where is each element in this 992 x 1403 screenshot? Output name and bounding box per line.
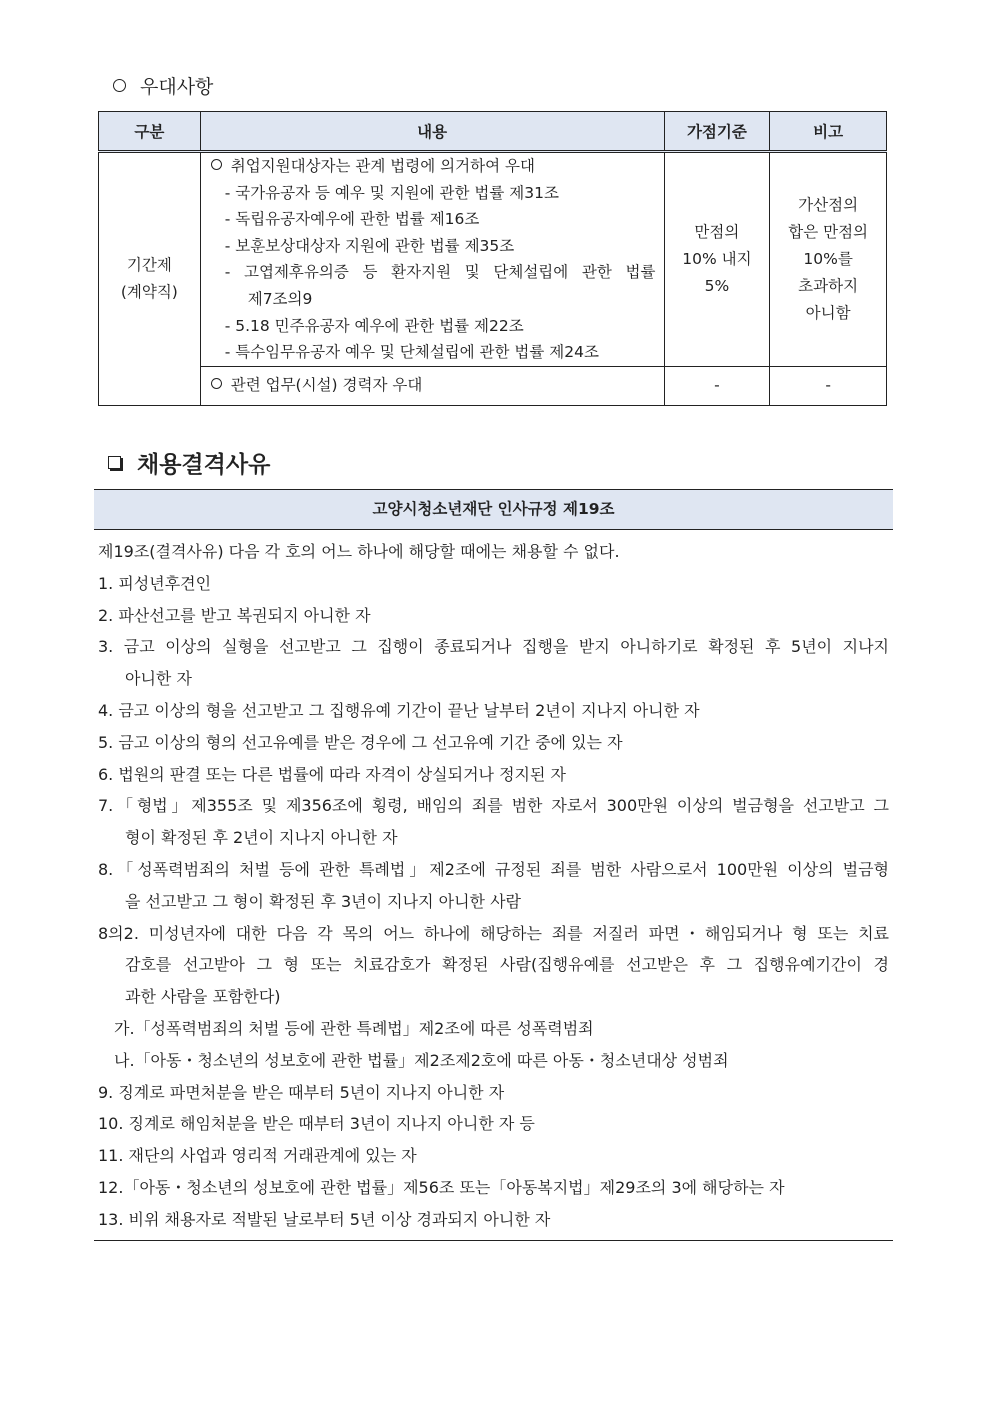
circle-bullet-icon — [211, 159, 222, 170]
list-item: 과한 사람을 포함한다) — [125, 987, 281, 1007]
note-line: 10%를 — [803, 249, 853, 268]
list-item: 2. 파산선고를 받고 복권되지 아니한 자 — [98, 605, 371, 625]
list-item: 제19조(결격사유) 다음 각 호의 어느 하나에 해당할 때에는 채용할 수 없다. — [98, 542, 620, 561]
square-bullet-icon — [108, 456, 121, 469]
list-item: 8.「성폭력범죄의 처벌 등에 관한 특례법」제2조에 규정된 죄를 범한 사람으로서 100만원 이상의 벌금형 — [98, 859, 889, 879]
section-disqualification-title-text: 채용결격사유 — [137, 452, 271, 478]
list-item: 1. 피성년후견인 — [98, 573, 212, 593]
list-item: 5. 금고 이상의 형의 선고유예를 받은 경우에 그 선고유예 기간 중에 있는 자 — [98, 732, 623, 752]
note-line: 가산점의 — [798, 195, 859, 214]
category-cell — [99, 152, 201, 406]
criteria-cell — [664, 152, 770, 367]
list-item: 형이 확정된 후 2년이 지나지 아니한 자 — [125, 828, 398, 848]
criteria-cell: - — [664, 366, 770, 405]
regulation-title: 고양시청소년재단 인사규정 제19조 — [94, 489, 893, 530]
content-line: - 고엽제후유의증 등 환자지원 및 단체설립에 관한 법률 — [224, 263, 656, 282]
header-category: 구분 — [99, 112, 201, 152]
list-item: 아니한 자 — [125, 669, 192, 689]
list-item: 4. 금고 이상의 형을 선고받고 그 집행유예 기간이 끝난 날부터 2년이 지나지 아니한 자 — [98, 700, 700, 720]
category-line: 기간제 — [126, 255, 172, 274]
note-cell — [770, 152, 887, 367]
list-item: 11. 재단의 사업과 영리적 거래관계에 있는 자 — [98, 1146, 417, 1166]
list-item: 12.「아동・청소년의 성보호에 관한 법률」제56조 또는「아동복지법」제29조의 3에 해당하는 자 — [98, 1177, 785, 1197]
content-line: 관련 업무(시설) 경력자 우대 — [211, 372, 656, 399]
header-criteria: 가점기준 — [664, 112, 770, 152]
list-item: 가.「성폭력범죄의 처벌 등에 관한 특례법」제2조에 따른 성폭력범죄 — [114, 1018, 594, 1038]
list-item: 9. 징계로 파면처분을 받은 때부터 5년이 지나지 아니한 자 — [98, 1082, 505, 1102]
header-note: 비고 — [770, 112, 887, 152]
content-cell — [200, 366, 664, 405]
content-line: - 보훈보상대상자 지원에 관한 법률 제35조 — [224, 236, 515, 255]
section-preference-title-text: 우대사항 — [140, 76, 214, 98]
content-cell — [200, 152, 664, 367]
list-item: 7.「형법」제355조 및 제356조에 횡령, 배임의 죄를 범한 자로서 300만원 이상의 벌금형을 선고받고 그 — [98, 796, 889, 816]
category-line: (계약직) — [120, 282, 178, 301]
note-line: 합은 만점의 — [788, 222, 869, 241]
list-item: 감호를 선고받아 그 형 또는 치료감호가 확정된 사람(집행유예를 선고받은 후 그 집행유예기간이 경 — [125, 955, 889, 975]
section-preference-title — [113, 72, 213, 99]
content-line: - 5.18 민주유공자 예우에 관한 법률 제22조 — [224, 316, 524, 335]
section-disqualification-title — [108, 446, 270, 479]
criteria-line: 10% 내지 — [682, 249, 752, 268]
regulation-body — [94, 536, 893, 1236]
list-item: 을 선고받고 그 형이 확정된 후 3년이 지나지 아니한 사람 — [125, 891, 521, 911]
list-item: 10. 징계로 해임처분을 받은 때부터 3년이 지나지 아니한 자 등 — [98, 1114, 535, 1134]
regulation-bottom-rule — [94, 1240, 893, 1241]
list-item: 나.「아동・청소년의 성보호에 관한 법률」제2조제2호에 따른 아동・청소년대상 성범죄 — [114, 1050, 729, 1070]
list-item: 8의2. 미성년자에 대한 다음 각 목의 어느 하나에 해당하는 죄를 저질러 파면・해임되거나 형 또는 치료 — [98, 923, 889, 943]
circle-bullet-icon — [211, 378, 222, 389]
header-content: 내용 — [200, 112, 664, 152]
content-line: 취업지원대상자는 관계 법령에 의거하여 우대 — [211, 153, 656, 180]
content-line: - 독립유공자예우에 관한 법률 제16조 — [224, 210, 480, 229]
table-row — [99, 366, 887, 405]
content-line: - 특수임무유공자 예우 및 단체설립에 관한 법률 제24조 — [224, 343, 599, 362]
content-line: - 국가유공자 등 예우 및 지원에 관한 법률 제31조 — [224, 183, 559, 202]
note-line: 아니함 — [805, 303, 851, 322]
list-item: 13. 비위 채용자로 적발된 날로부터 5년 이상 경과되지 아니한 자 — [98, 1209, 551, 1229]
note-cell: - — [770, 366, 887, 405]
content-line: 제7조의9 — [247, 289, 313, 308]
list-item: 6. 법원의 판결 또는 다른 법률에 따라 자격이 상실되거나 정지된 자 — [98, 764, 566, 784]
preference-table — [98, 111, 887, 406]
list-item: 3. 금고 이상의 실형을 선고받고 그 집행이 종료되거나 집행을 받지 아니하기로 확정된 후 5년이 지나지 — [98, 637, 889, 657]
criteria-line: 만점의 — [694, 222, 740, 241]
circle-bullet-icon — [113, 79, 126, 92]
table-row — [99, 152, 887, 367]
criteria-line: 5% — [704, 276, 730, 295]
note-line: 초과하지 — [798, 276, 859, 295]
